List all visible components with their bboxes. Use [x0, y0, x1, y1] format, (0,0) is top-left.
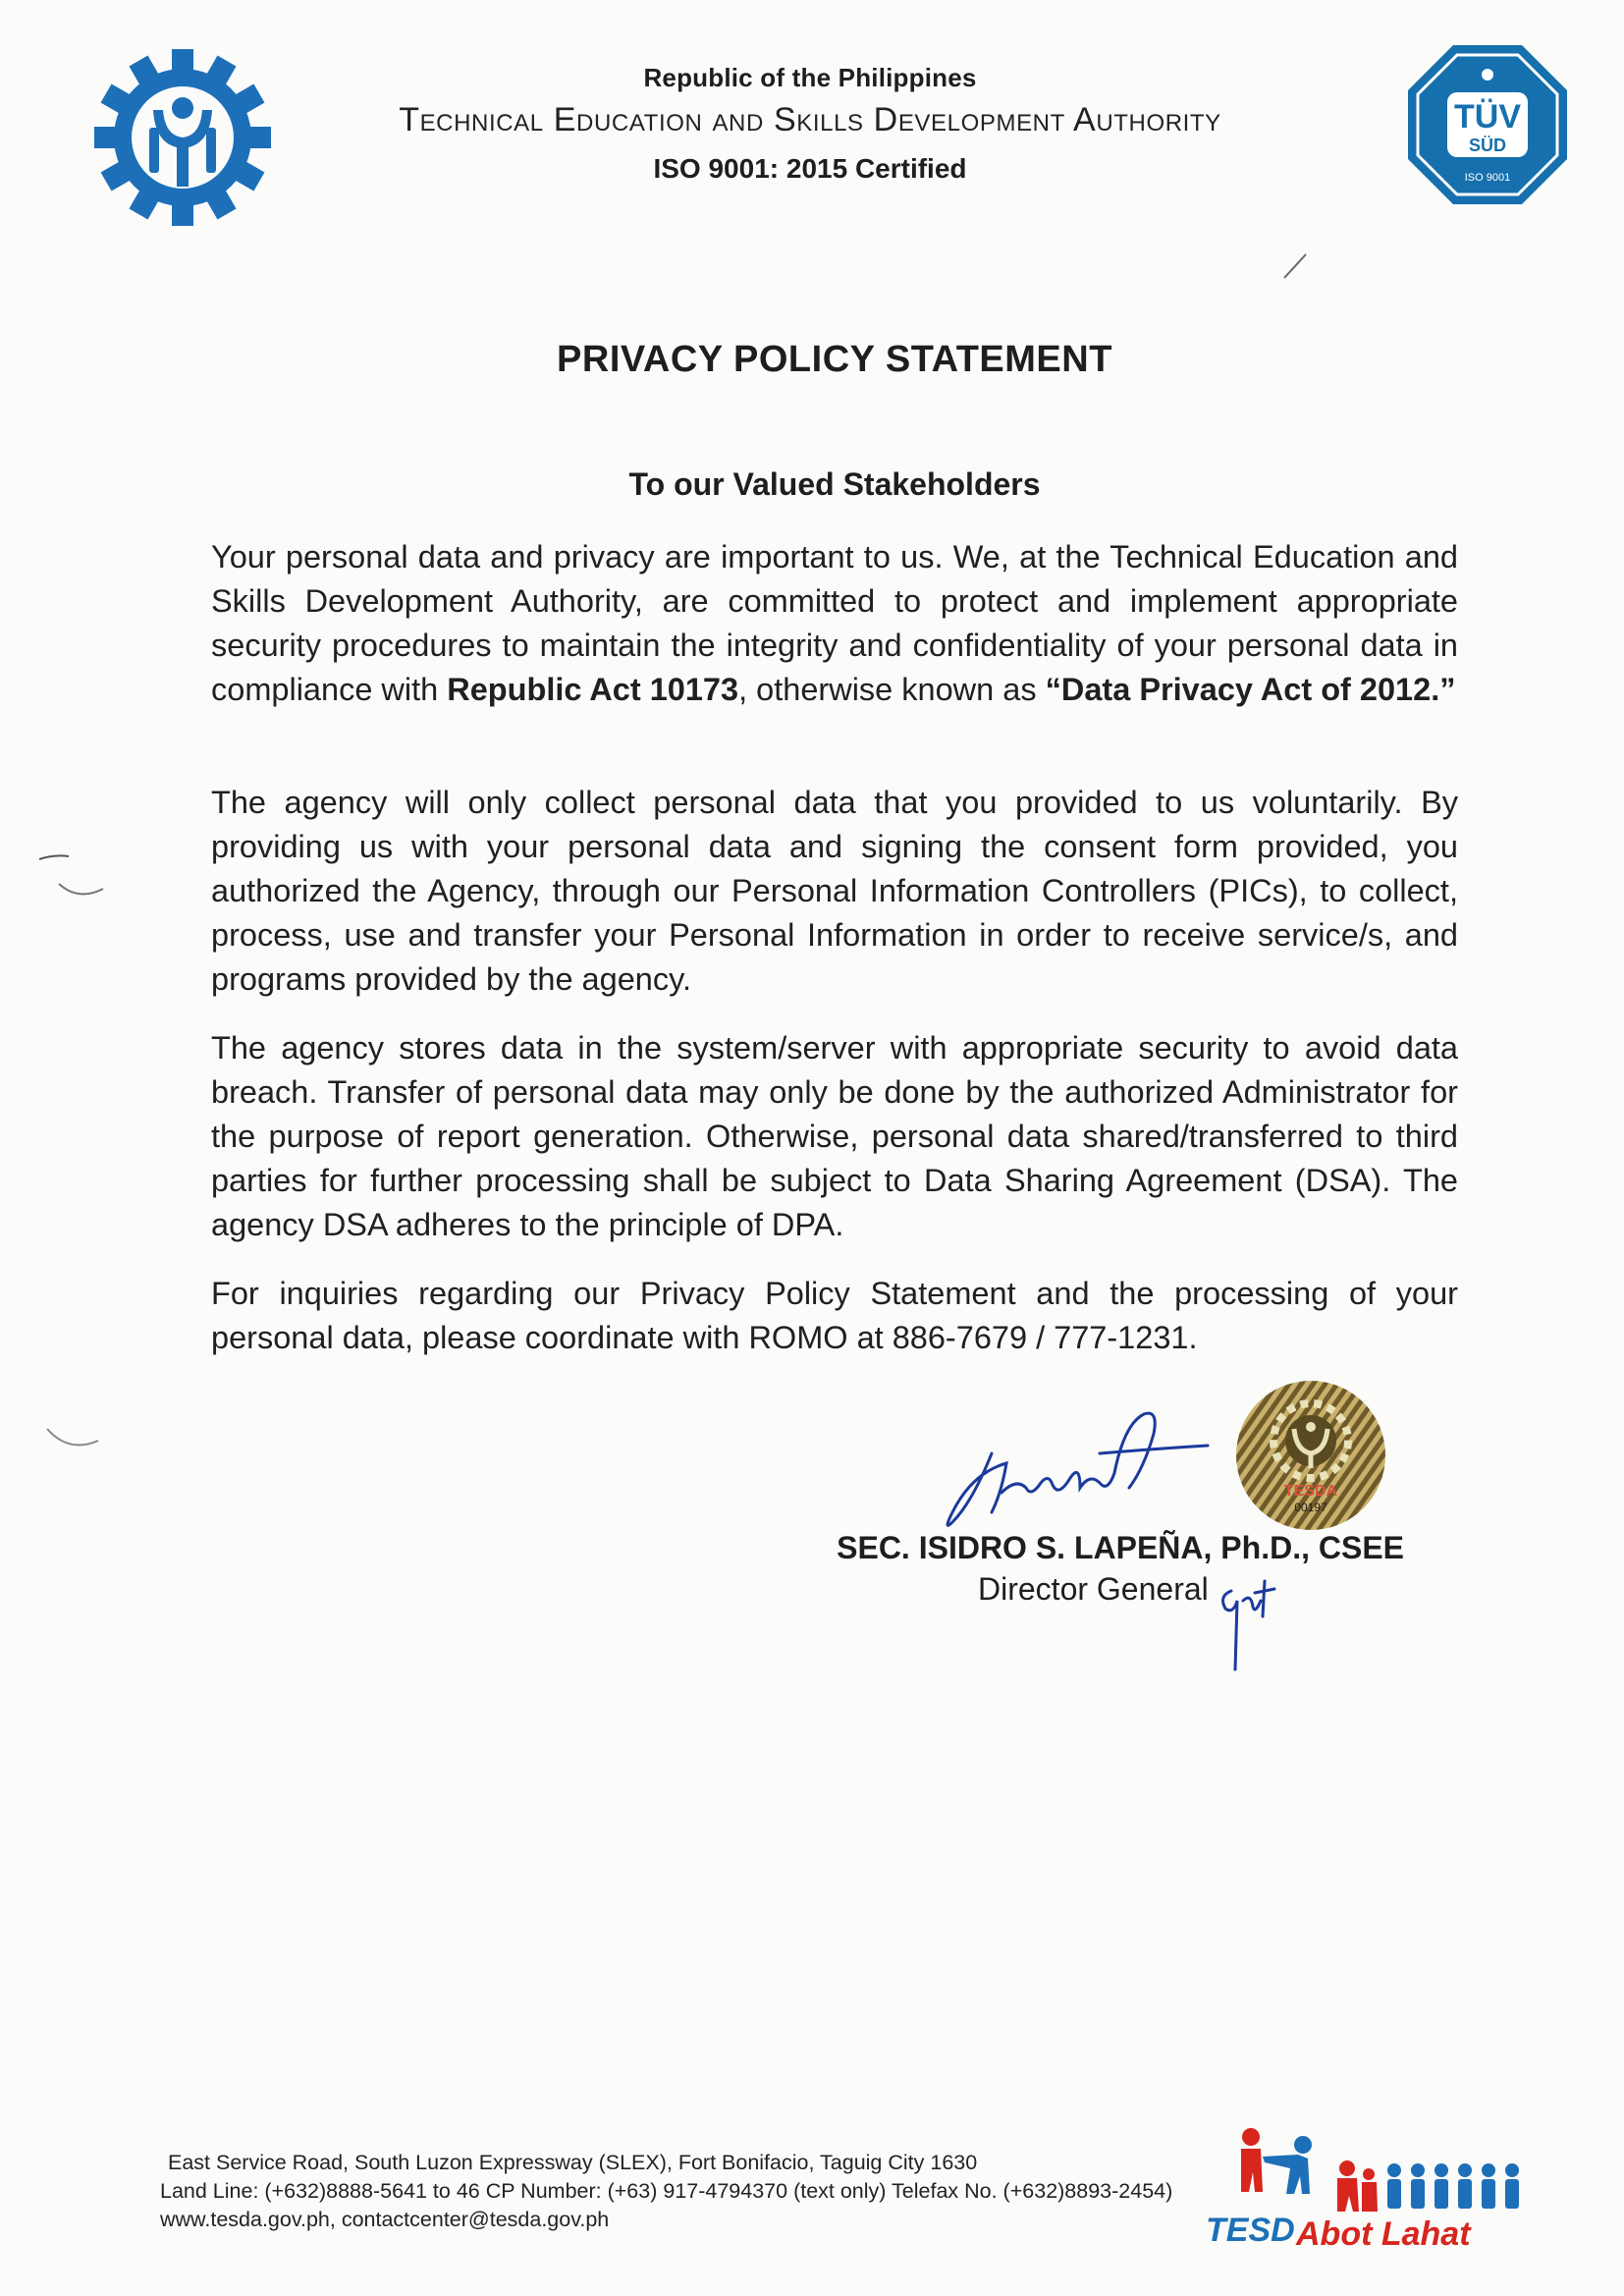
agency-name: Technical Education and Skills Development Authority	[399, 101, 1221, 138]
data-privacy-act-ref: “Data Privacy Act of 2012.”	[1045, 672, 1456, 707]
iso-certification: ISO 9001: 2015 Certified	[653, 153, 967, 184]
scan-mark-graphic	[1276, 241, 1326, 290]
document-title: PRIVACY POLICY STATEMENT	[557, 339, 1112, 380]
p1-text-a: Your personal data and privacy are important to us. We, at the Technical Education and Skills Development Authority, are committed to protect and implement appropriate security procedures to maintain the integrity and confidentiality of your personal data in compliance with	[211, 539, 1458, 707]
scan-mark-graphic	[29, 845, 108, 903]
signatory-name: SEC. ISIDRO S. LAPEÑA, Ph.D., CSEE	[837, 1530, 1404, 1565]
signatory-title: Director General	[978, 1571, 1209, 1607]
tuv-text: TÜV	[1454, 98, 1521, 136]
handwritten-initials-image	[1214, 1571, 1282, 1679]
tesda-gear-logo-icon	[94, 49, 271, 226]
sud-text: SÜD	[1468, 136, 1507, 155]
tesd-text: TESD	[1206, 2212, 1295, 2249]
paragraph-1	[211, 535, 1458, 712]
tesda-hologram-seal-icon	[1235, 1380, 1387, 1532]
hologram-code: 00197	[1294, 1501, 1327, 1514]
tesda-abot-lahat-logo-icon	[1200, 2123, 1534, 2256]
tuv-iso-text: ISO 9001	[1464, 172, 1511, 184]
footer-address: East Service Road, South Luzon Expressway (SLEX), Fort Bonifacio, Taguig City 1630	[168, 2151, 978, 2174]
p1-text-c: , otherwise known as	[738, 672, 1046, 707]
footer-web-email: www.tesda.gov.ph, contactcenter@tesda.gov.ph	[160, 2208, 610, 2231]
footer-contact-numbers: Land Line: (+632)8888-5641 to 46 CP Number: (+63) 917-4794370 (text only) Telefax No. (+632)8893-2454)	[160, 2179, 1173, 2203]
salutation: To our Valued Stakeholders	[628, 466, 1041, 502]
scan-mark-graphic	[29, 1399, 108, 1458]
paragraph-2: The agency will only collect personal data that you provided to us voluntarily. By providing us with your personal data and signing the consent form provided, you authorized the Agency, through our Personal Information Controllers (PICs), to collect, process, use and transfer your Personal Information in order to receive service/s, and programs provided by the agency.	[211, 785, 1458, 997]
paragraph-4: For inquiries regarding our Privacy Policy Statement and the processing of your personal data, please coordinate with ROMO at 886-7679 / 777-1231.	[211, 1276, 1458, 1355]
republic-act-ref: Republic Act 10173	[447, 672, 739, 707]
paragraph-3: The agency stores data in the system/server with appropriate security to avoid data breach. Transfer of personal data may only be done by the authorized Administrator for the purpose of report generation. Otherwise, personal data shared/transferred to third parties for further processing shall be subject to Data Sharing Agreement (DSA). The agency DSA adheres to the principle of DPA.	[211, 1030, 1458, 1242]
letterhead	[295, 59, 1326, 185]
republic-line: Republic of the Philippines	[643, 63, 977, 92]
signature-image	[933, 1394, 1227, 1542]
hologram-text: TESDA	[1283, 1483, 1338, 1500]
abot-lahat-text: Abot Lahat	[1296, 2215, 1471, 2253]
footer	[160, 2149, 1201, 2234]
tuv-sud-logo-icon	[1406, 43, 1569, 206]
